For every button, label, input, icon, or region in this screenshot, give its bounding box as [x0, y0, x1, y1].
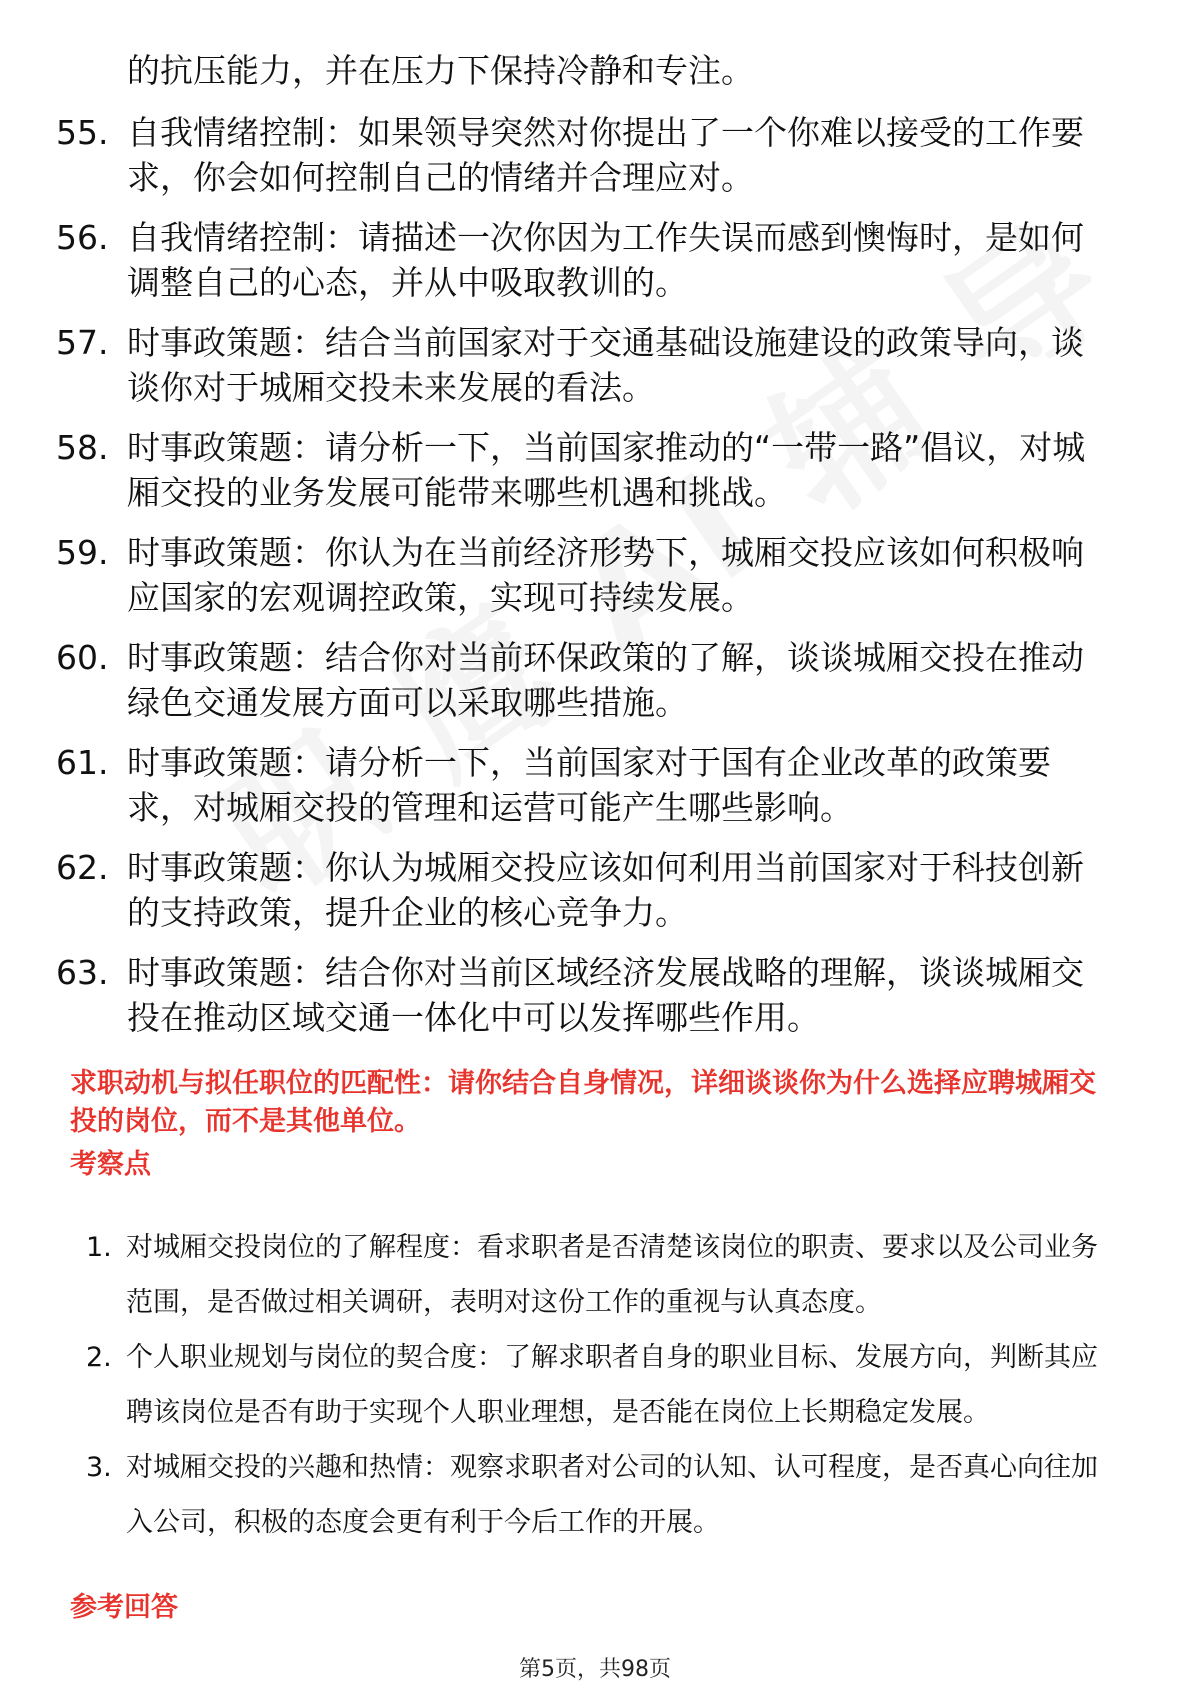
exam-points-list — [86, 1220, 1126, 1550]
question-number: 61. — [56, 743, 109, 782]
question-item — [56, 110, 1116, 200]
question-item — [56, 845, 1116, 935]
exam-point-text: 对城厢交投的兴趣和热情：观察求职者对公司的认知、认可程度，是否真心向往加入公司，积极的态度会更有利于今后工作的开展。 — [126, 1452, 1098, 1538]
question-number: 55. — [56, 113, 109, 152]
question-text: 时事政策题：你认为城厢交投应该如何利用当前国家对于科技创新的支持政策，提升企业的核心竞争力。 — [127, 848, 1084, 932]
question-item — [56, 215, 1116, 305]
question-text: 时事政策题：请分析一下，当前国家推动的“一带一路”倡议，对城厢交投的业务发展可能带来哪些机遇和挑战。 — [127, 428, 1086, 512]
question-text: 时事政策题：你认为在当前经济形势下，城厢交投应该如何积极响应国家的宏观调控政策，实现可持续发展。 — [127, 533, 1084, 617]
question-item — [56, 740, 1116, 830]
question-text: 自我情绪控制：如果领导突然对你提出了一个你难以接受的工作要求，你会如何控制自己的情绪并合理应对。 — [127, 113, 1084, 197]
question-text: 自我情绪控制：请描述一次你因为工作失误而感到懊悔时，是如何调整自己的心态，并从中吸取教训的。 — [127, 218, 1084, 302]
exam-points-title: 考察点 — [70, 1149, 151, 1180]
question-number: 58. — [56, 428, 109, 467]
page-footer: 第5页，共98页 — [519, 1657, 671, 1682]
exam-point-item — [86, 1220, 1126, 1330]
exam-point-text: 对城厢交投岗位的了解程度：看求职者是否清楚该岗位的职责、要求以及公司业务范围，是否做过相关调研，表明对这份工作的重视与认真态度。 — [126, 1232, 1098, 1318]
question-number: 57. — [56, 323, 109, 362]
exam-point-number: 1. — [86, 1232, 112, 1263]
question-number: 63. — [56, 953, 109, 992]
question-text: 时事政策题：请分析一下，当前国家对于国有企业改革的政策要求，对城厢交投的管理和运营可能产生哪些影响。 — [127, 743, 1051, 827]
question-item — [56, 950, 1116, 1040]
question-item — [56, 320, 1116, 410]
exam-point-item — [86, 1440, 1126, 1550]
exam-point-number: 2. — [86, 1342, 112, 1373]
exam-point-number: 3. — [86, 1452, 112, 1483]
section-heading: 求职动机与拟任职位的匹配性：请你结合自身情况，详细谈谈你为什么选择应聘城厢交投的岗位，而不是其他单位。 — [70, 1068, 1096, 1137]
exam-point-text: 个人职业规划与岗位的契合度：了解求职者自身的职业目标、发展方向，判断其应聘该岗位是否有助于实现个人职业理想，是否能在岗位上长期稳定发展。 — [126, 1342, 1098, 1428]
continuation-paragraph: 的抗压能力，并在压力下保持冷静和专注。 — [127, 51, 754, 90]
question-item — [56, 635, 1116, 725]
question-text: 时事政策题：结合你对当前环保政策的了解，谈谈城厢交投在推动绿色交通发展方面可以采取哪些措施。 — [127, 638, 1084, 722]
question-text: 时事政策题：结合当前国家对于交通基础设施建设的政策导向，谈谈你对于城厢交投未来发展的看法。 — [127, 323, 1084, 407]
question-number: 59. — [56, 533, 109, 572]
question-number: 56. — [56, 218, 109, 257]
reference-answer-title: 参考回答 — [70, 1592, 178, 1623]
exam-point-item — [86, 1330, 1126, 1440]
question-item — [56, 530, 1116, 620]
question-text: 时事政策题：结合你对当前区域经济发展战略的理解，谈谈城厢交投在推动区域交通一体化中可以发挥哪些作用。 — [127, 953, 1084, 1037]
question-item — [56, 425, 1116, 515]
question-number: 62. — [56, 848, 109, 887]
question-list — [56, 110, 1116, 1055]
question-number: 60. — [56, 638, 109, 677]
